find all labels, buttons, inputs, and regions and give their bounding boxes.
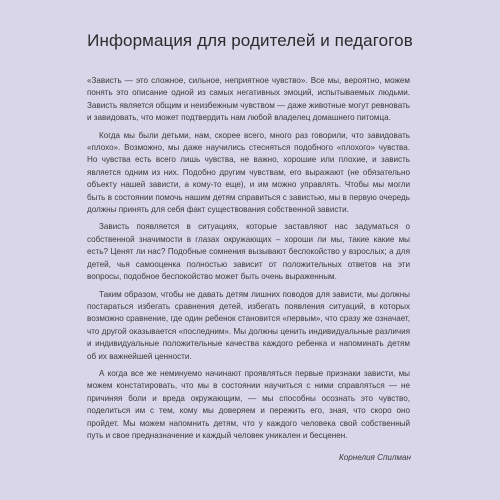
page-title: Информация для родителей и педагогов (87, 31, 413, 50)
paragraph-2: Когда мы были детьми, нам, скорее всего, много раз говорили, что завидовать «плохо». Возможно, мы даже научились стесняться подобного «плохого» чувства. Но чувства есть всего лишь чувства, не важно, хорошие или плохие, и зависть является одним из них. Подобно другим чувствам, его выражают (не обязательно объекту нашей зависти, а кому-то еще), и им можно управлять. Чтобы мы могли быть в состоянии помочь нашим детям справиться с завистью, мы в первую очередь должны принять для себя факт существования собственной зависти. (87, 130, 410, 215)
paragraph-3: Зависть появляется в ситуациях, которые заставляют нас задуматься о собственной значимости в глазах окружающих – хороши ли мы, такие какие мы есть? Ценят ли нас? Подобные сомнения вызывают беспокойство у взрослых; а для детей, чья самооценка полностью зависит от положительных ответов на эти вопросы, подобное беспокойство может быть очень выраженным. (87, 222, 410, 282)
paragraph-1: «Зависть — это сложное, сильное, неприятное чувство». Все мы, вероятно, можем понять это описание одной из самых негативных эмоций, испытываемых людьми. Зависть является общим и неизбежным чувством — даже животные могут ревновать и завидовать, что может подтвердить нам любой владелец домашнего питомца. (87, 76, 410, 123)
paragraph-4: Таким образом, чтобы не давать детям лишних поводов для зависти, мы должны постараться избегать сравнения детей, избегать появления ситуаций, в которых возможно сравнение, где один ребенок становится «первым», что сразу же означает, что другой оказывается «последним». Мы должны ценить индивидуальные различия и индивидуальные положительные качества каждого ребенка и напоминать детям об их важнейшей ценности. (87, 289, 410, 361)
article-body (87, 75, 410, 447)
paragraph-5: А когда все же неминуемо начинают проявляться первые признаки зависти, мы можем констатировать, что мы в состоянии научиться с ними справляться — не причиняя боли и вреда окружающим, — мы способны осознать это чувство, поделиться им с тем, кому мы доверяем и пережить его, зная, что скоро оно пройдет. Мы можем напомнить детям, что у каждого человека свой собственный путь и свое предназначение и каждый человек уникален и бесценен. (87, 368, 410, 440)
author-signature: Корнелия Спилман (339, 453, 411, 462)
